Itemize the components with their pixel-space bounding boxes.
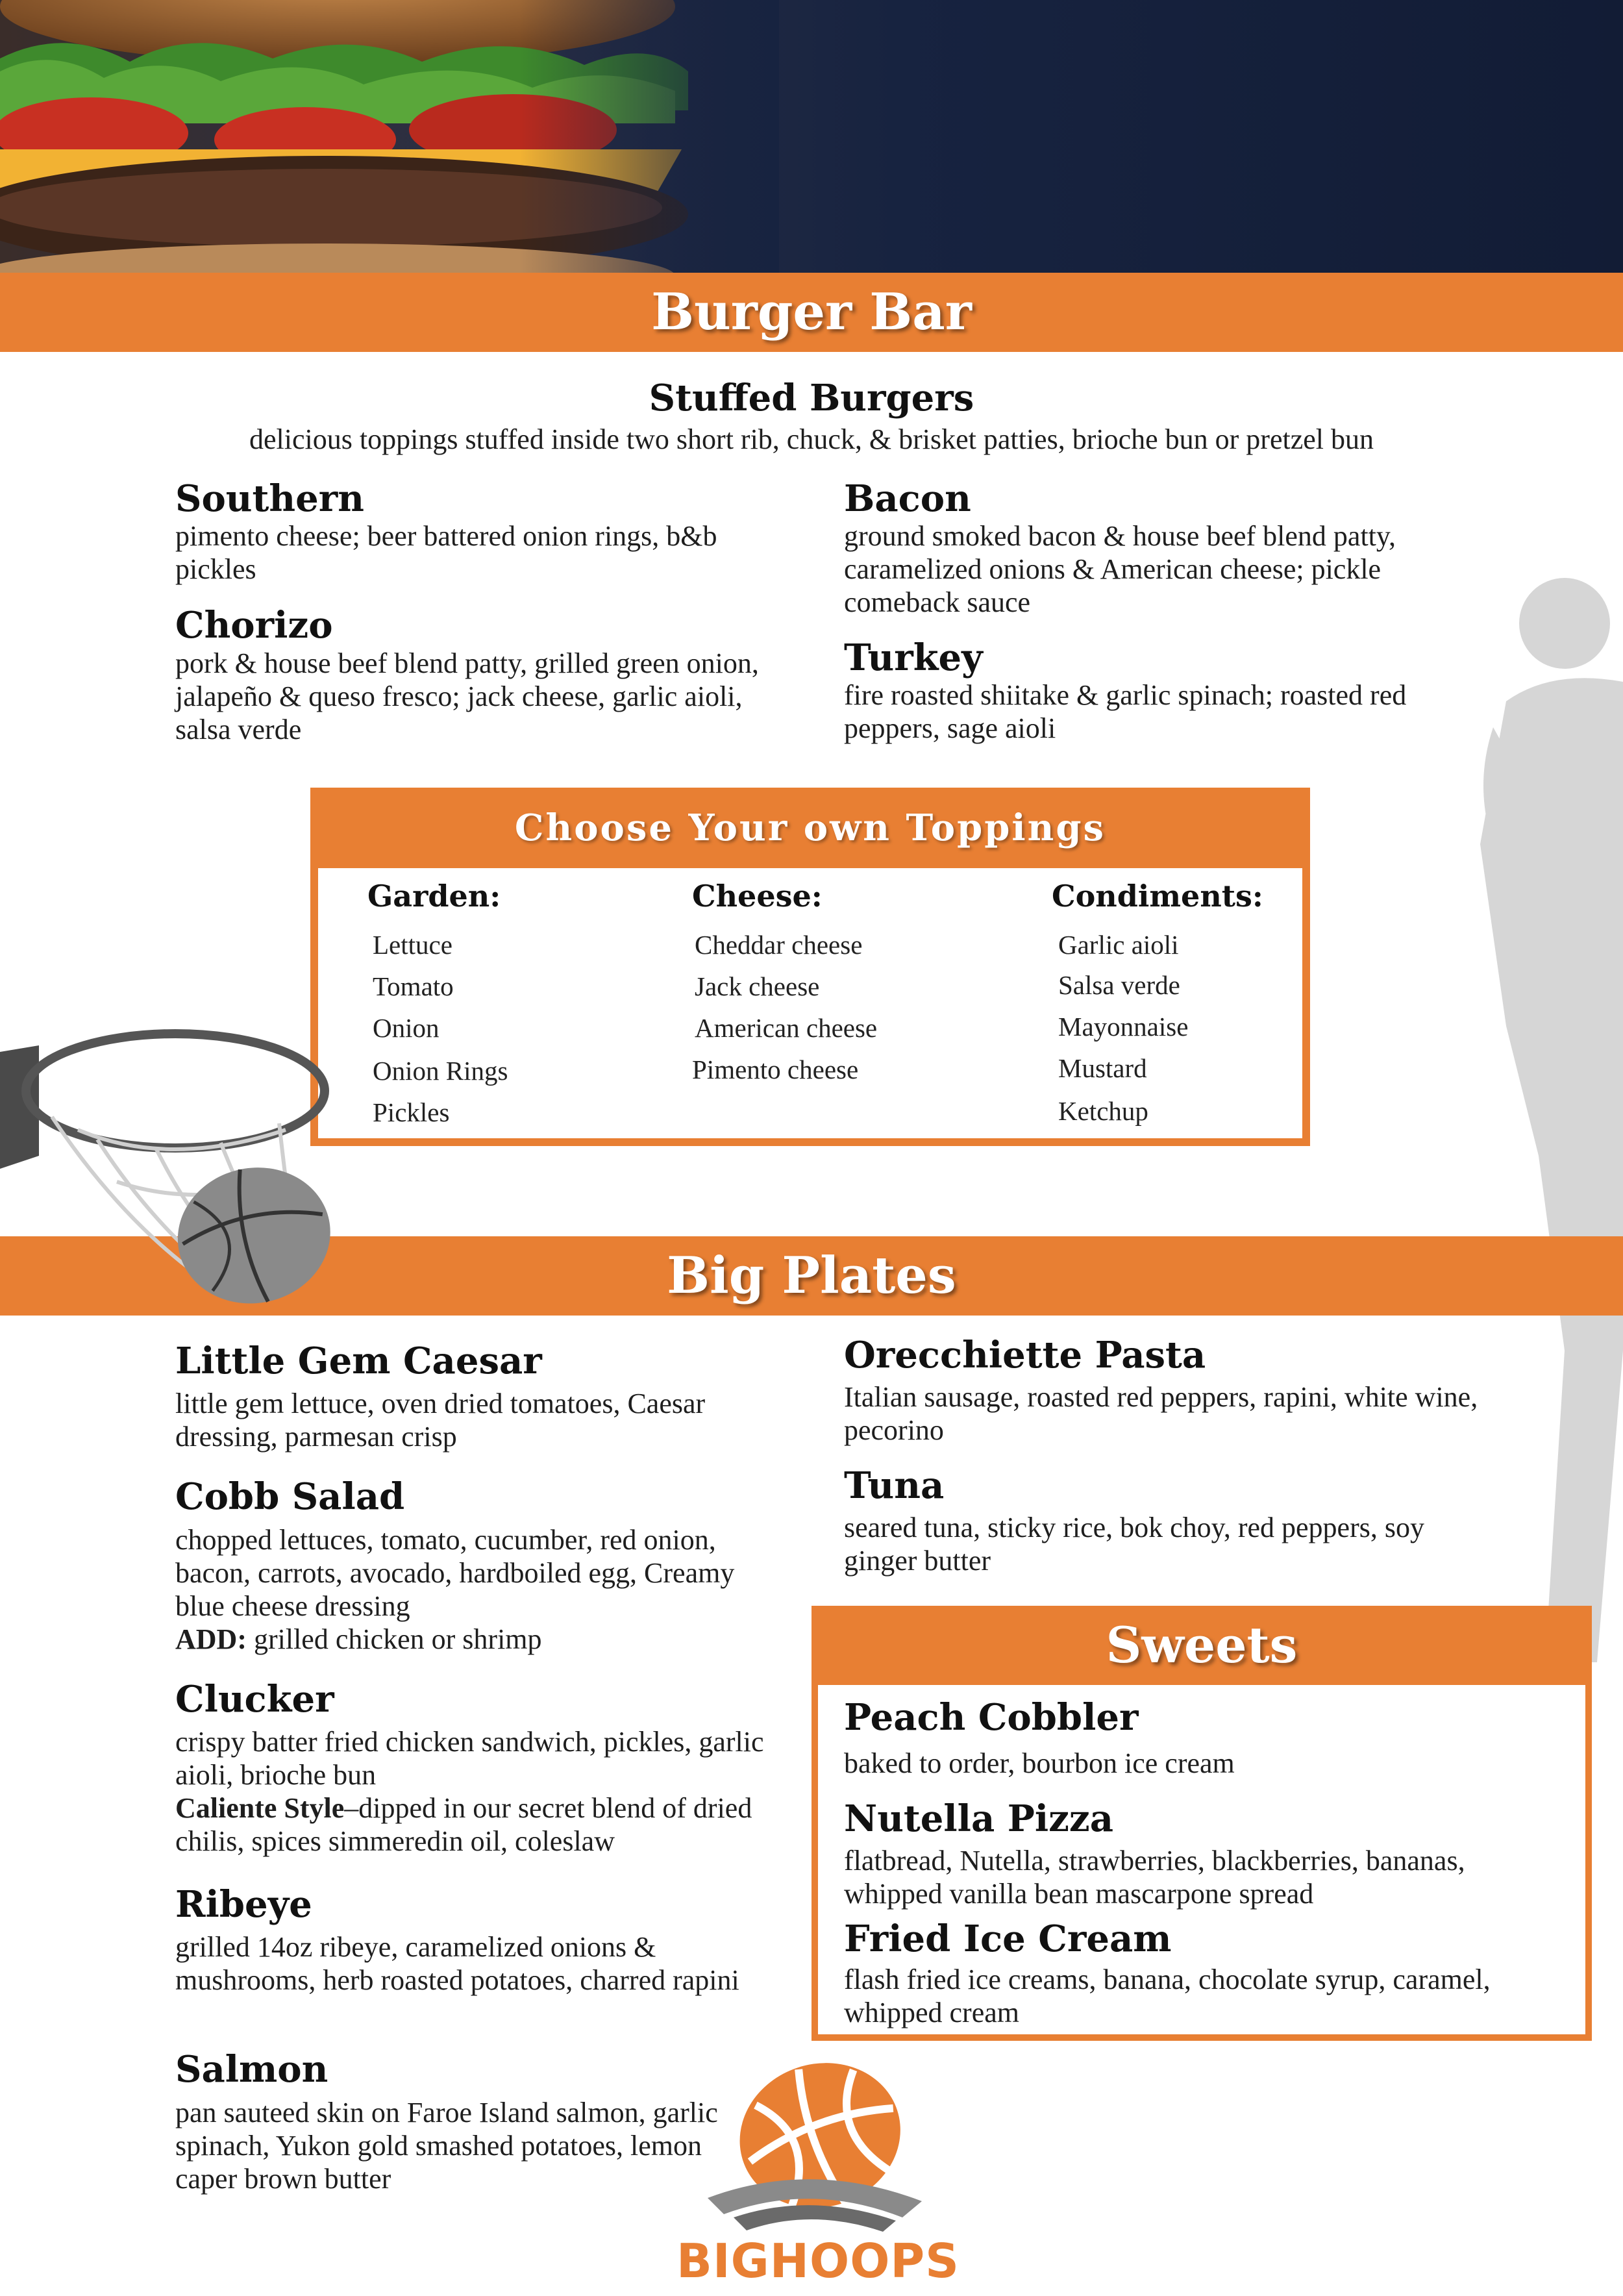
topping-item: Mayonnaise [1058,1012,1189,1042]
orecchiette-pasta-description: Italian sausage, roasted red peppers, rapini, white wine, pecorino [844,1381,1478,1446]
topping-item: Onion Rings [373,1056,508,1086]
cobb-salad-text: chopped lettuces, tomato, cucumber, red onion, bacon, carrots, avocado, hardboiled egg, Creamy blue cheese dressing [175,1524,735,1622]
salmon-description: pan sauteed skin on Faroe Island salmon, garlic spinach, Yukon gold smashed potatoes, lemon caper brown butter [175,2097,718,2195]
chorizo-description: pork & house beef blend patty, grilled green onion, jalapeño & queso fresco; jack cheese, garlic aioli, salsa verde [175,647,759,745]
stuffed-burgers-title: Stuffed Burgers [649,377,974,419]
brand-logo-text: BIGHOOPS [676,2234,960,2288]
topping-item: Tomato [373,971,454,1001]
topping-item: Cheddar cheese [695,930,863,960]
ribeye-description: grilled 14oz ribeye, caramelized onions & mushrooms, herb roasted potatoes, charred rapini [175,1931,739,1996]
fried-ice-cream-description: flash fried ice creams, banana, chocolate syrup, caramel, whipped cream [844,1964,1491,2028]
chorizo-title: Chorizo [175,604,333,647]
tuna-description: seared tuna, sticky rice, bok choy, red peppers, soy ginger butter [844,1512,1424,1577]
southern-description: pimento cheese; beer battered onion rings, b&b pickles [175,520,717,585]
big-plates-header: Big Plates [0,1236,1623,1316]
sweets-title: Sweets [1106,1616,1298,1674]
basketball-logo-icon [708,2062,922,2237]
topping-item: Onion [373,1013,440,1043]
salmon-title: Salmon [175,2048,328,2091]
southern-title: Southern [175,477,364,520]
garden-header: Garden: [367,879,501,914]
hero-banner [0,0,1623,273]
nutella-pizza-description: flatbread, Nutella, strawberries, blackberries, bananas, whipped vanilla bean mascarpone spread [844,1845,1465,1910]
condiments-header: Condiments: [1052,879,1263,914]
burger-bar-header: Burger Bar [0,273,1623,352]
bacon-description: ground smoked bacon & house beef blend patty, caramelized onions & American cheese; pickle comeback sauce [844,520,1396,618]
little-gem-caesar-description: little gem lettuce, oven dried tomatoes, Caesar dressing, parmesan crisp [175,1388,706,1453]
cheese-header: Cheese: [692,879,823,914]
fried-ice-cream-title: Fried Ice Cream [844,1917,1172,1960]
clucker-description [175,1725,773,1858]
bacon-title: Bacon [844,477,971,520]
basketball-hoop-icon [0,1000,338,1312]
burger-photo [0,0,1623,273]
topping-item: Pickles [373,1097,450,1127]
peach-cobbler-description: baked to order, bourbon ice cream [844,1747,1235,1779]
clucker-title: Clucker [175,1678,334,1721]
topping-item: Salsa verde [1058,970,1180,1000]
turkey-description: fire roasted shiitake & garlic spinach; roasted red peppers, sage aioli [844,679,1407,744]
topping-item: Garlic aioli [1058,930,1179,960]
cobb-salad-add-label: ADD: [175,1623,247,1655]
tuna-title: Tuna [844,1464,945,1507]
topping-item: Jack cheese [695,971,820,1001]
clucker-style-label: Caliente Style [175,1792,345,1824]
cobb-salad-title: Cobb Salad [175,1475,405,1518]
toppings-box [310,788,1310,1146]
clucker-style-text: –dipped in our secret blend of dried chilis, spices simmeredin oil, coleslaw [175,1792,752,1857]
peach-cobbler-title: Peach Cobbler [844,1696,1139,1739]
clucker-text: crispy batter fried chicken sandwich, pickles, garlic aioli, brioche bun [175,1726,764,1791]
cobb-salad-add-text: grilled chicken or shrimp [246,1623,542,1655]
topping-item: American cheese [695,1013,878,1043]
toppings-panel [318,868,1302,1138]
stuffed-burgers-description: delicious toppings stuffed inside two short rib, chuck, & brisket patties, brioche bun or pretzel bun [249,423,1374,455]
toppings-title: Choose Your own Toppings [514,806,1106,849]
orecchiette-pasta-title: Orecchiette Pasta [844,1334,1206,1377]
topping-item: Mustard [1058,1053,1147,1083]
nutella-pizza-title: Nutella Pizza [844,1797,1113,1840]
topping-item: Pimento cheese [692,1054,859,1084]
cobb-salad-description [175,1523,786,1656]
topping-item: Ketchup [1058,1096,1148,1126]
little-gem-caesar-title: Little Gem Caesar [175,1340,542,1382]
turkey-title: Turkey [844,636,983,679]
topping-item: Lettuce [373,930,452,960]
ribeye-title: Ribeye [175,1883,312,1926]
